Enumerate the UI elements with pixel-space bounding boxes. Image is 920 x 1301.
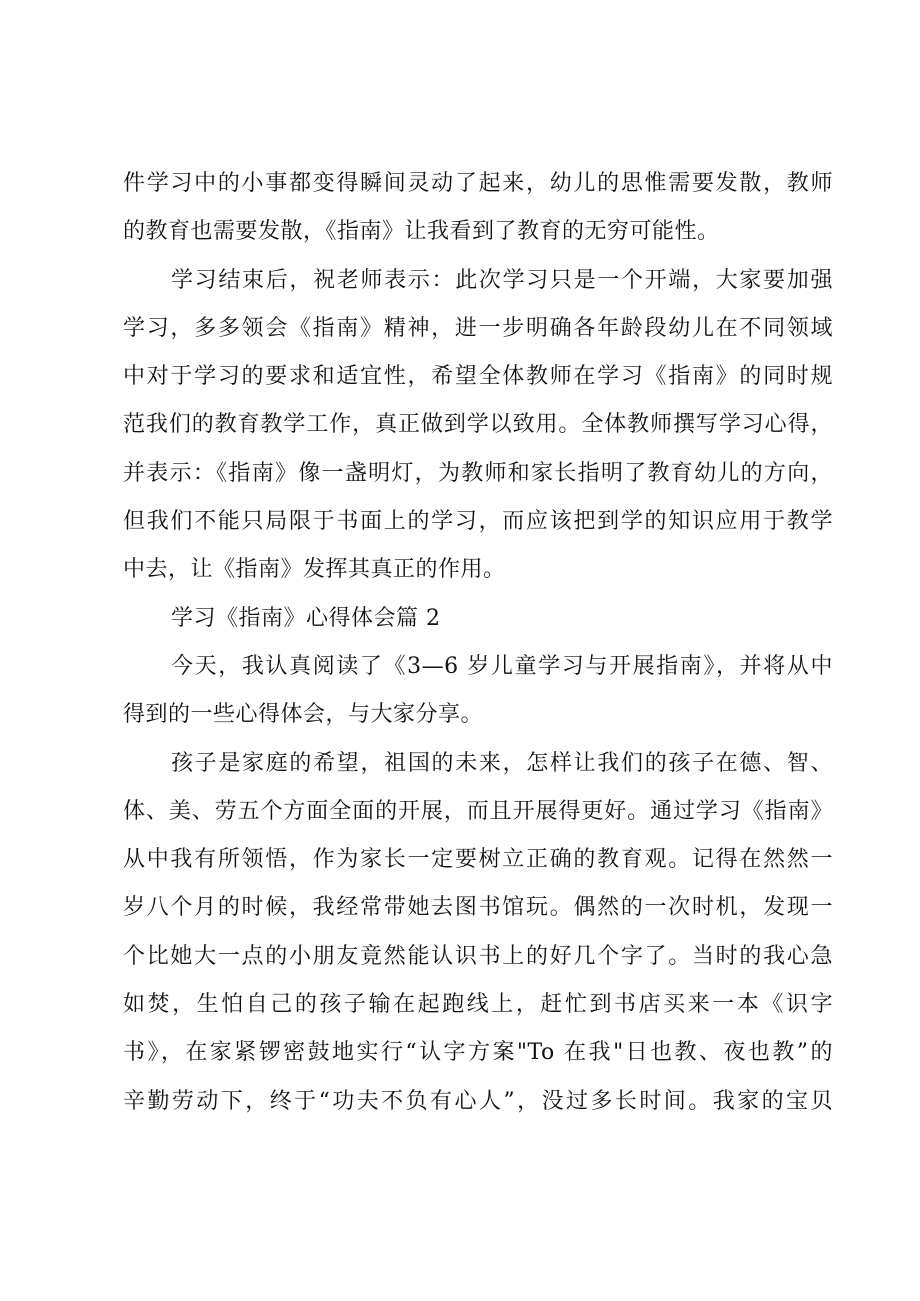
text-line: 今天，我认真阅读了《3—6 岁儿童学习与开展指南》，并将从中	[171, 653, 833, 679]
text-line: 孩子是家庭的希望，祖国的未来，怎样让我们的孩子在德、智、	[171, 750, 833, 776]
text-line: 学习《指南》心得体会篇 2	[171, 605, 441, 631]
text-line: 从中我有所领悟，作为家长一定要树立正确的教育观。记得在然然一	[123, 847, 833, 873]
document-body	[123, 160, 833, 1126]
text-line: 学习结束后，祝老师表示：此次学习只是一个开端，大家要加强	[171, 267, 833, 293]
text-line: 得到的一些心得体会，与大家分享。	[123, 702, 484, 728]
text-line: 但我们不能只局限于书面上的学习，而应该把到学的知识应用于教学	[123, 509, 833, 535]
text-line: 体、美、劳五个方面全面的开展，而且开展得更好。通过学习《指南》	[123, 798, 833, 824]
text-line: 岁八个月的时候，我经常带她去图书馆玩。偶然的一次时机，发现一	[123, 895, 833, 921]
text-line: 如焚，生怕自己的孩子输在起跑线上，赶忙到书店买来一本《识字	[123, 992, 833, 1018]
text-line: 中去，让《指南》发挥其真正的作用。	[123, 557, 506, 583]
text-line: 并表示：《指南》像一盏明灯，为教师和家长指明了教育幼儿的方向，	[123, 460, 833, 486]
text-line: 中对于学习的要求和适宜性，希望全体教师在学习《指南》的同时规	[123, 364, 833, 390]
text-line: 的教育也需要发散，《指南》让我看到了教育的无穷可能性。	[123, 219, 720, 245]
text-line: 学习，多多领会《指南》精神，进一步明确各年龄段幼儿在不同领域	[123, 315, 833, 341]
text-line: 范我们的教育教学工作，真正做到学以致用。全体教师撰写学习心得，	[123, 412, 833, 438]
text-line: 辛勤劳动下，终于“功夫不负有心人”，没过多长时间。我家的宝贝	[123, 1088, 833, 1114]
text-line: 书》，在家紧锣密鼓地实行“认字方案"To 在我"日也教、夜也教”的	[123, 1040, 833, 1066]
text-line: 个比她大一点的小朋友竟然能认识书上的好几个字了。当时的我心急	[123, 943, 833, 969]
text-line: 件学习中的小事都变得瞬间灵动了起来，幼儿的思惟需要发散，教师	[123, 171, 833, 196]
